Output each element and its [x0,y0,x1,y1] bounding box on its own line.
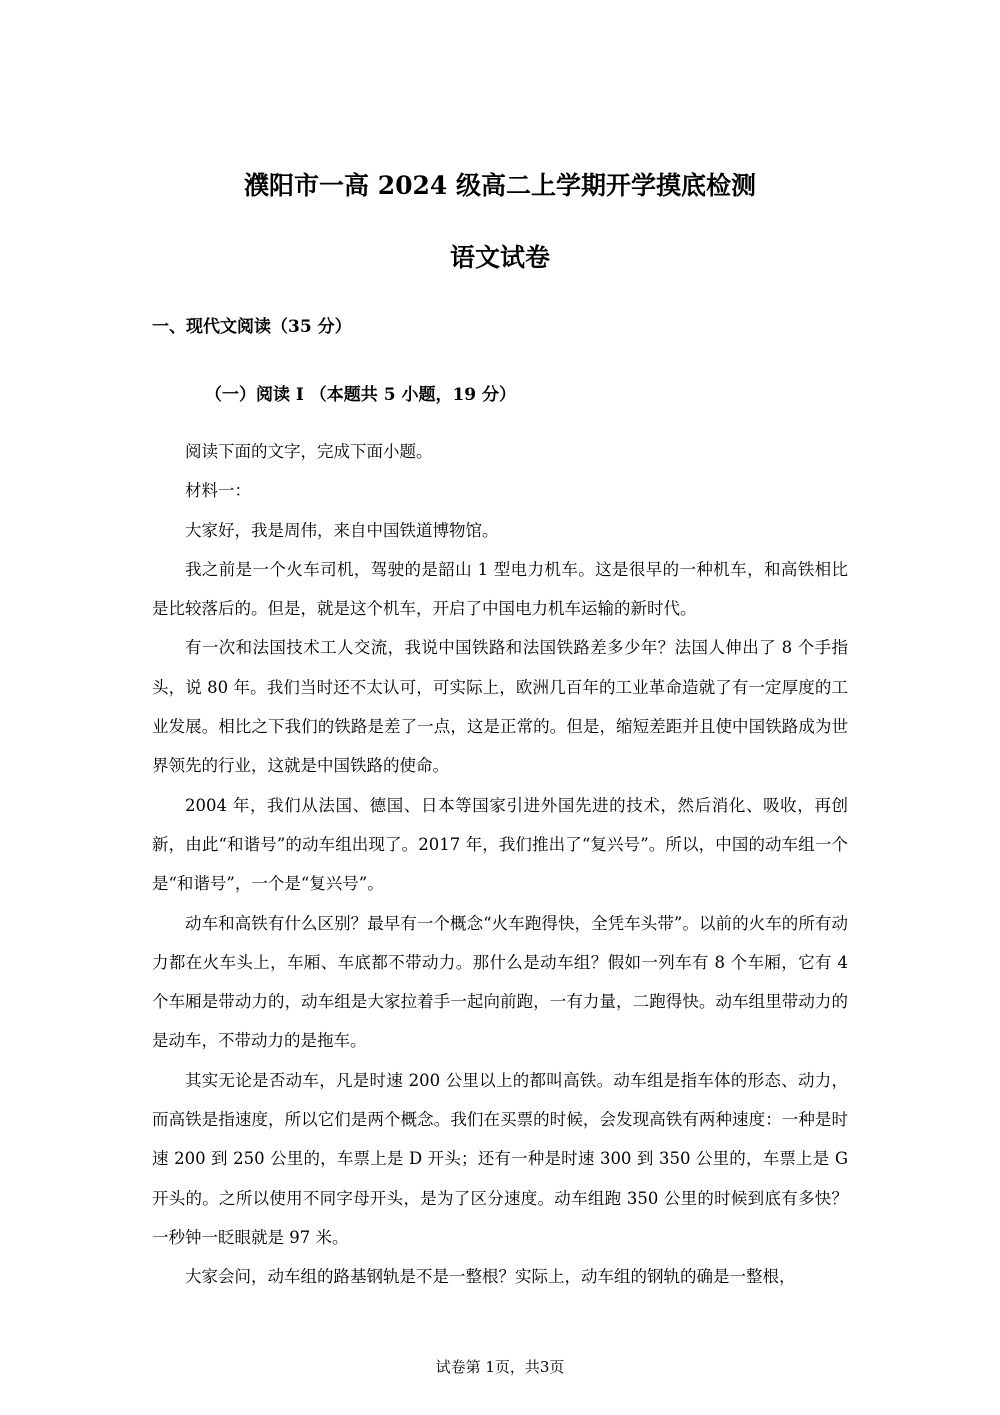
passage-paragraph: 大家好，我是周伟，来自中国铁道博物馆。 [185,520,499,540]
passage-paragraph: 其实无论是否动车，凡是时速 200 公里以上的都叫高铁。动车组是指车体的形态、动力，而高铁是指速度，所以它们是两个概念。我们在买票的时候，会发现高铁有两种速度：一种是时速 200 到 250 公里的，车票上是 D 开头；还有一种是时速 300 到 350 公里的，车票上是 G 开头的。之所以使用不同字母开头，是为了区分速度。动车组跑 350 公里的时候到底有多快？一秒钟一眨眼就是 97 米。 [152,1070,848,1247]
reading-passage [152,432,848,1297]
passage-paragraph: 我之前是一个火车司机，驾驶的是韶山 1 型电力机车。这是很早的一种机车，和高铁相比是比较落后的。但是，就是这个机车，开启了中国电力机车运输的新时代。 [152,559,848,619]
material-label: 材料一： [185,481,251,501]
exam-title: 濮阳市一高 2024 级高二上学期开学摸底检测 [244,171,756,200]
section-heading: 一、现代文阅读（35 分） [152,317,352,337]
passage-paragraph: 动车和高铁有什么区别？最早有一个概念“火车跑得快，全凭车头带”。以前的火车的所有动力都在火车头上，车厢、车底都不带动力。那什么是动车组？假如一列车有 8 个车厢，它有 4 个车厢是带动力的，动车组是大家拉着手一起向前跑，一有力量，二跑得快。动车组里带动力的是动车，不带动力的是拖车。 [152,913,848,1051]
exam-subtitle: 语文试卷 [449,243,550,272]
passage-paragraph: 大家会问，动车组的路基钢轨是不是一整根？实际上，动车组的钢轨的确是一整根， [185,1267,796,1287]
page-footer: 试卷第 1页，共3页 [435,1358,565,1376]
passage-paragraph: 2004 年，我们从法国、德国、日本等国家引进外国先进的技术，然后消化、吸收，再创新，由此“和谐号”的动车组出现了。2017 年，我们推出了“复兴号”。所以，中国的动车组一个是“和谐号”，一个是“复兴号”。 [152,795,848,894]
instruction-paragraph: 阅读下面的文字，完成下面小题。 [185,442,433,461]
passage-paragraph: 有一次和法国技术工人交流，我说中国铁路和法国铁路差多少年？法国人伸出了 8 个手指头，说 80 年。我们当时还不太认可，可实际上，欧洲几百年的工业革命造就了有一定厚度的工业发展。相比之下我们的铁路是差了一点，这是正常的。但是，缩短差距并且使中国铁路成为世界领先的行业，这就是中国铁路的使命。 [152,638,848,776]
subsection-heading: （一）阅读 I （本题共 5 小题，19 分） [205,385,517,405]
